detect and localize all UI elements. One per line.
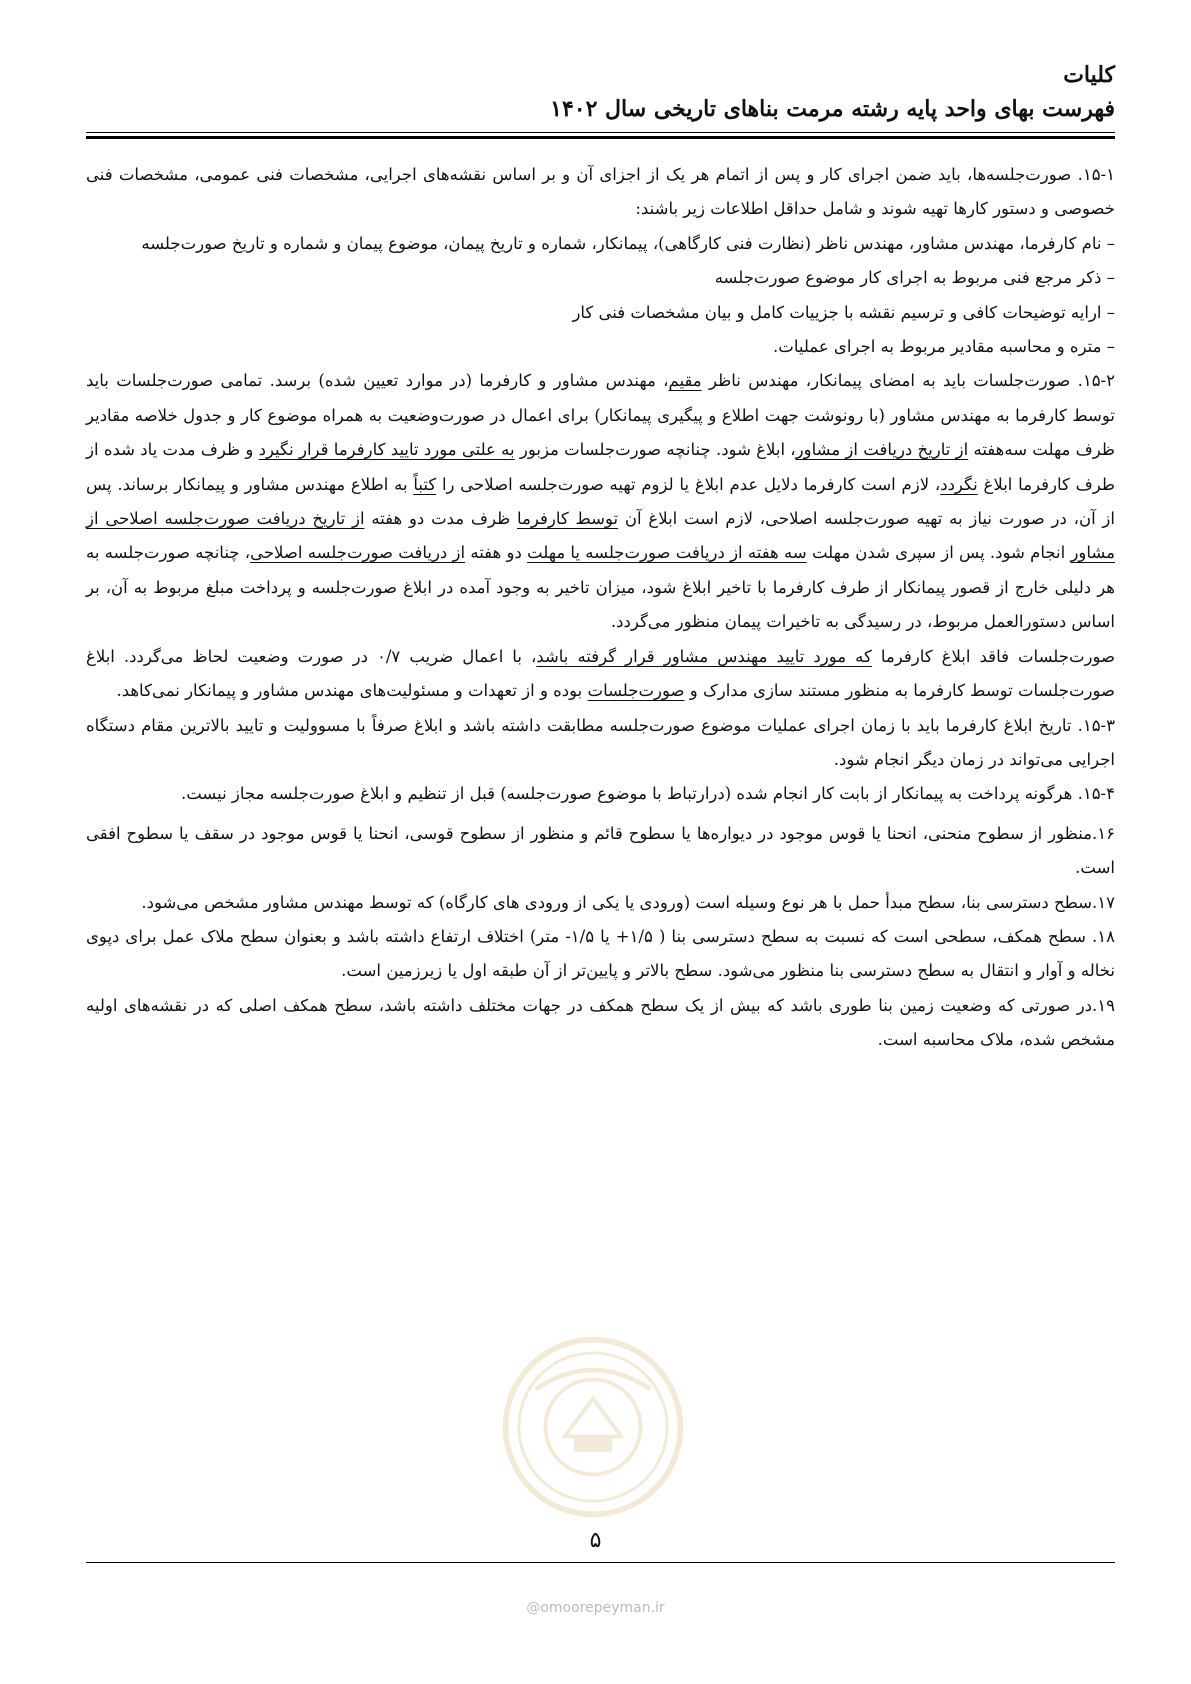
underlined-text: توسط کارفرما bbox=[517, 509, 619, 529]
text-run: صورت‌جلسات فاقد ابلاغ کارفرما bbox=[871, 646, 1115, 666]
document-title: فهرست بهای واحد پایه رشته مرمت بناهای تاریخی سال ۱۴۰۲ bbox=[550, 96, 1115, 122]
paragraph-19: ۱۹.در صورتی که وضعیت زمین بنا طوری باشد که بیش از یک سطح همکف در جهات مختلف داشته باشد، سطح همکف اصلی که در نقشه‌های اولیه مشخص شده، ملاک محاسبه است. bbox=[86, 995, 1115, 1050]
paragraph-18: ۱۸. سطح همکف، سطحی است که نسبت به سطح دسترسی بنا ( ۱/۵+ یا ۱/۵- متر) اختلاف ارتفاع داشته باشد و بعنوان سطح ملاک عمل برای دپوی نخاله و آوار و انتقال به سطح دسترسی بنا منظور می‌شود. سطح بالاتر و پایین‌تر از آن طبقه اول یا زیرزمین است. bbox=[86, 926, 1116, 981]
text-run: به اطلاع مهندس مشاور و پیمانکار برساند. پس از آن، در صورت نیاز به تهیه صورت‌جلسه اصلاحی، لازم است ابلاغ آن bbox=[86, 474, 1115, 529]
underlined-text: از تاریخ دریافت صورت‌جلسه اصلاحی از مشاور bbox=[86, 509, 1115, 563]
paragraph-15-1: ۱۵-۱. صورت‌جلسه‌ها، باید ضمن اجرای کار و پس از اتمام هر یک از اجزای آن و بر اساس نقشه‌های اجرایی، مشخصات فنی عمومی، مشخصات فنی خصوصی و دستور کارها تهیه شوند و شامل حداقل اطلاعات زیر باشند: bbox=[86, 165, 1115, 219]
footer-website-watermark: @omoorepeyman.ir bbox=[526, 1600, 665, 1616]
text-run: ۱۵-۲. صورت‌جلسات باید به امضای پیمانکار، مهندس ناظر bbox=[701, 371, 1115, 391]
paragraph-17: ۱۷.سطح دسترسی بنا، سطح مبدأ حمل با هر نوع وسیله است (ورودی یا یکی از ورودی های کارگاه) که توسط مهندس مشاور مشخص می‌شود. bbox=[141, 892, 1115, 912]
text-run: ، ابلاغ شود. چنانچه صورت‌جلسات مزبور bbox=[514, 440, 796, 460]
watermark-seal-icon bbox=[498, 1332, 688, 1522]
text-run: انجام شود. پس از سپری شدن مهلت bbox=[806, 543, 1071, 563]
chapter-title: کلیات bbox=[1063, 62, 1115, 88]
document-body bbox=[86, 158, 1115, 1058]
page-header bbox=[76, 58, 1115, 126]
header-rule-thick bbox=[86, 136, 1115, 139]
underlined-text: از دریافت صورت‌جلسه اصلاحی bbox=[250, 543, 466, 563]
underlined-text: نگردد bbox=[940, 474, 978, 494]
text-run: ، چنانچه صورت‌جلسه به هر دلیلی خارج از قصور پیمانکار از طرف کارفرما با تاخیر ابلاغ شود، میزان تاخیر به وجود آمده در ابلاغ صورت‌جلسه و پرداخت مبلغ مربوط به آن، بر اساس دستورالعمل مربوط، در رسیدگی به تاخیرات پیمان منظور می‌گردد. bbox=[86, 543, 1115, 632]
bullet-item: – متره و محاسبه مقادیر مربوط به اجرای عملیات. bbox=[773, 337, 1115, 357]
text-run: ظرف مدت دو هفته bbox=[364, 509, 518, 529]
underlined-text: صورت‌جلسات bbox=[587, 681, 685, 701]
bullet-item: – ارایه توضیحات کافی و ترسیم نقشه با جزییات کامل و بیان مشخصات فنی کار bbox=[572, 302, 1115, 322]
footer-rule bbox=[86, 1562, 1115, 1563]
header-rule-thin bbox=[86, 132, 1115, 133]
paragraph-15-2 bbox=[86, 364, 1115, 639]
text-run: ، مهندس مشاور و کارفرما (در موارد تعیین شده) برسد. تمامی صورت‌جلسات باید توسط کارفرما به مهندس مشاور (با رونوشت جهت اطلاع و پیگیری پیمانکار) برای اعمال در صورت‌وضعیت به همراه موضوع کار و جدول خلاصه مقادیر ظرف مهلت سه‌هفته bbox=[86, 371, 1115, 460]
underlined-text: که مورد تایید مهندس مشاور قرار گرفته باشد bbox=[536, 646, 872, 666]
underlined-text: مقیم bbox=[668, 371, 702, 391]
text-run: بوده و از تعهدات و مسئولیت‌های مهندس مشاور و پیمانکار نمی‌کاهد. bbox=[116, 681, 588, 701]
page-number: ۵ bbox=[589, 1528, 602, 1553]
underlined-text: سه هفته از دریافت صورت‌جلسه یا مهلت bbox=[527, 543, 807, 563]
text-run: ، لازم است کارفرما دلایل عدم ابلاغ یا لزوم تهیه صورت‌جلسه اصلاحی را bbox=[436, 474, 941, 494]
paragraph-16: ۱۶.منظور از سطوح منحنی، انحنا یا قوس موجود در دیواره‌ها یا سطوح قائم و منظور از سطوح قوسی، انحنا یا قوس موجود در سقف یا سطوح افقی است. bbox=[86, 823, 1115, 878]
underlined-text: به علتی مورد تایید کارفرما قرار نگیرد bbox=[258, 440, 515, 460]
text-run: دو هفته bbox=[465, 543, 528, 563]
underlined-text: از تاریخ دریافت از مشاور bbox=[795, 440, 969, 460]
text-run: ، با اعمال ضریب ۰/۷ در صورت وضعیت لحاظ می‌گردد. ابلاغ صورت‌جلسات توسط کارفرما به منظور مستند سازی مدارک و bbox=[86, 646, 1115, 701]
text-run: و ظرف مدت یاد شده از طرف کارفرما ابلاغ bbox=[86, 440, 1115, 494]
paragraph-15-4: ۱۵-۴. هرگونه پرداخت به پیمانکار از بابت کار انجام شده (درارتباط با موضوع صورت‌جلسه) قبل از تنظیم و ابلاغ صورت‌جلسه مجاز نیست. bbox=[180, 784, 1115, 804]
underlined-text: کتباً bbox=[413, 474, 437, 494]
paragraph-unsigned-minutes bbox=[86, 640, 1115, 709]
bullet-item: – نام کارفرما، مهندس مشاور، مهندس ناظر (نظارت فنی کارگاهی)، پیمانکار، شماره و تاریخ پیمان، موضوع پیمان و شماره و تاریخ صورت‌جلسه bbox=[141, 233, 1115, 253]
paragraph-15-3: ۱۵-۳. تاریخ ابلاغ کارفرما باید با زمان اجرای عملیات موضوع صورت‌جلسه مطابقت داشته باشد و ابلاغ صرفاً با مسوولیت و تایید بالاترین مقام دستگاه اجرایی می‌تواند در زمان دیگر انجام شود. bbox=[86, 715, 1115, 769]
bullet-item: – ذکر مرجع فنی مربوط به اجرای کار موضوع صورت‌جلسه bbox=[714, 268, 1115, 288]
